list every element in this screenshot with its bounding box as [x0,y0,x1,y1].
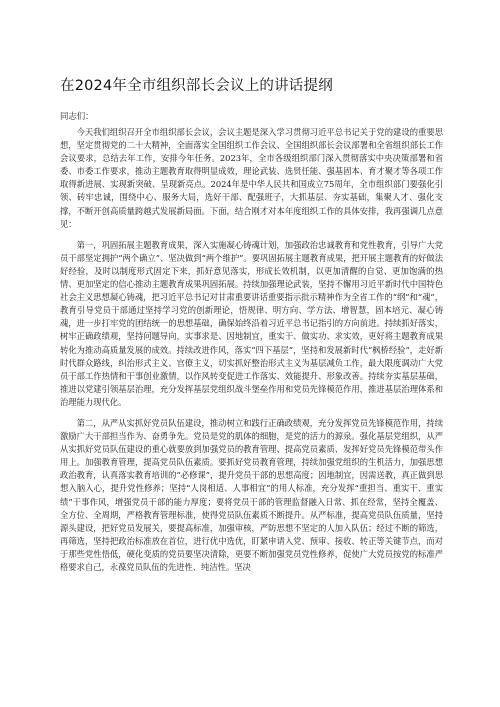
document-title: 在2024年全市组织部长会议上的讲话提纲 [60,78,333,94]
paragraph-1: 今天我们组织召开全市组织部长会议，会议主题是深入学习贯彻习近平总书记关于党的建设的重要思想，坚定贯彻党的二十大精神，全面落实全国组织工作会议、全国组织部长会议部署和全省组织部长工作会议要求，总结去年工作，安排今年任务。2023年，全市各级组织部门深入贯彻落实中央决策部署和省委、市委工作要求，推动主题教育取得明显成效，理论武装、选贤任能、强基固本、育才聚才等各项工作取得新进展、实现新突破、呈现新亮点。2024年是中华人民共和国成立75周年，全市组织部门要强化引领、砖牢忠诚，围绕中心、服务大局，选好干部、配强班子，大抓基层、夯实基础，集聚人才、强化支撑，不断开创高质量跨越式发展新局面。下面，结合刚才对本年度组织工作的具体安排，我再强调几点意见： [60,127,443,229]
greeting: 同志们： [60,111,94,121]
document-body [60,126,443,574]
paragraph-3: 第二，从严从实抓好党员队伍建设，推动树立和践行正确政绩观，充分发挥党员先锋模范作用，持续激励广大干部担当作为、奋勇争先。党员是党的肌体的细胞，是党的活力的源泉。强化基层党组织，从严从实抓好党员队伍建设的重心就要放到加强党员的教育管理、提高党员素质、发挥好党员先锋模范带头作用上。加强教育管理，提高党员队伍素质。要抓好党员教育管理，持续加强党组织的生机活力，加强思想政治教育，认真落实教育培训的“必修课”，提升党员干部的思想高度；因地制宜，因需送教，真正做到思想入脑入心，提升党性修养；坚持“人岗相适、人事相宜”的用人标准，充分发挥“重担当、重实干、重实绩”干事作风，增强党员干部的能力厚度；要将党员干部的管理监督融入日常、抓在经常，坚持全覆盖、全方位、全周期，严格教育管理标准，使得党员队伍素质不断提升。从严标准，提高党员队伍质量，坚持源头建设，把好党员发展关，要提高标准，加强审核，严防思想不坚定的人加入队伍；经过不断的筛选，再筛选，坚持把政治标准放在首位，进行优中选优，盯紧申请入党、预审、接收、转正等关键节点，而对于那些党性悟低，硬化变质的党员要坚决清除，更要不断加强党员党性修养，促使广大党员按党的标准严格要求自己，永葆党员队伍的先进性、纯洁性。坚决 [60,417,443,572]
paragraph-2: 第一，巩固拓展主题教育成果，深入实施凝心铸魂计划，加强政治忠诚教育和党性教育，引导广大党员干部坚定拥护“两个确立”、坚决做到“两个维护”。要巩固拓展主题教育成果，把开展主题教育的好做法好经验，及时以制度形式固定下来，抓好意见落实，形成长效机制，以更加清醒的自觉、更加饱满的热情、更加坚定的信心推动主题教育成果巩固拓展。持续加强理论武装，坚持不懈用习近平新时代中国特色社会主义思想凝心铸魂，把习近平总书记对甘肃重要讲话重要指示批示精神作为全省工作的“纲”和“魂”，教育引导党员干部通过坚持学习党的创新理论，悟规律、明方向、学方法、增智慧，固本培元、凝心铸魂，进一步打牢党的团结统一的思想基础，确保始终沿着习近平总书记指引的方向前进。持续抓好落实，树牢正确政绩观，坚持问题导向，实事求是、因地制宜，重实干、做实功、求实效，更好将主题教育成果转化为推动高质量发展的成效。持续改进作风，落实“四下基层”，坚持和发展新时代“枫桥经验”，走好新时代群众路线，纠治形式主义、官僚主义，切实抓好整治形式主义为基层减负工作，最大限度调动广大党员干部工作热情和干事创业激情，以作风转变促进工作落实、效能提升、形象改善。持续夯实基层基础，推进以党建引领基层治理，充分发挥基层党组织战斗堡垒作用和党员先锋模范作用，推进基层治理体系和治理能力现代化。 [60,239,443,407]
